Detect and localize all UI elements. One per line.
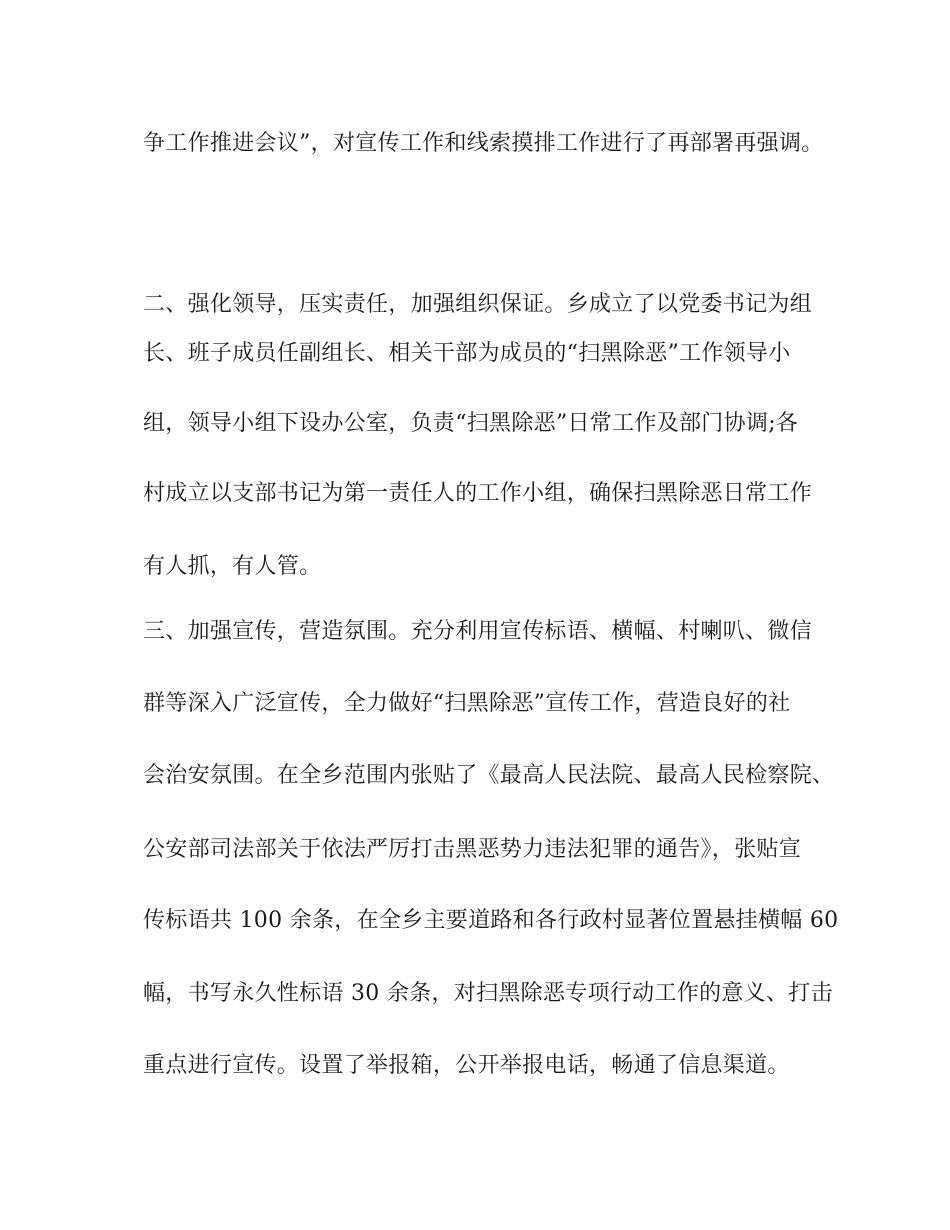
paragraph-3-line-6: 幅，书写永久性标语 30 余条，对扫黑除恶专项行动工作的意义、打击 bbox=[143, 981, 833, 1006]
paragraph-2-line-3: 组，领导小组下设办公室，负责“扫黑除恶”日常工作及部门协调;各 bbox=[143, 411, 799, 436]
paragraph-3-line-1: 三、加强宣传，营造氛围。充分利用宣传标语、横幅、村喇叭、微信 bbox=[143, 619, 813, 644]
paragraph-2-line-2: 长、班子成员任副组长、相关干部为成员的“扫黑除恶”工作领导小 bbox=[143, 341, 791, 366]
paragraph-3-line-7: 重点进行宣传。设置了举报箱，公开举报电话，畅通了信息渠道。 bbox=[143, 1053, 790, 1078]
paragraph-2-line-5: 有人抓，有人管。 bbox=[143, 554, 322, 579]
paragraph-1-line-1: 争工作推进会议”，对宣传工作和线索摸排工作进行了再部署再强调。 bbox=[143, 131, 824, 156]
paragraph-3-line-4: 公安部司法部关于依法严厉打击黑恶势力违法犯罪的通告》，张贴宣 bbox=[143, 837, 802, 862]
paragraph-3-line-3: 会治安氛围。在全乡范围内张贴了《最高人民法院、最高人民检察院、 bbox=[143, 763, 835, 788]
paragraph-3-line-2: 群等深入广泛宣传，全力做好“扫黑除恶”宣传工作，营造良好的社 bbox=[143, 691, 791, 716]
paragraph-2-line-1: 二、强化领导，压实责任，加强组织保证。乡成立了以党委书记为组 bbox=[143, 292, 813, 317]
paragraph-2-line-4: 村成立以支部书记为第一责任人的工作小组，确保扫黑除恶日常工作 bbox=[143, 481, 813, 506]
paragraph-3-line-5: 传标语共 100 余条，在全乡主要道路和各行政村显著位置悬挂横幅 60 bbox=[143, 908, 839, 933]
